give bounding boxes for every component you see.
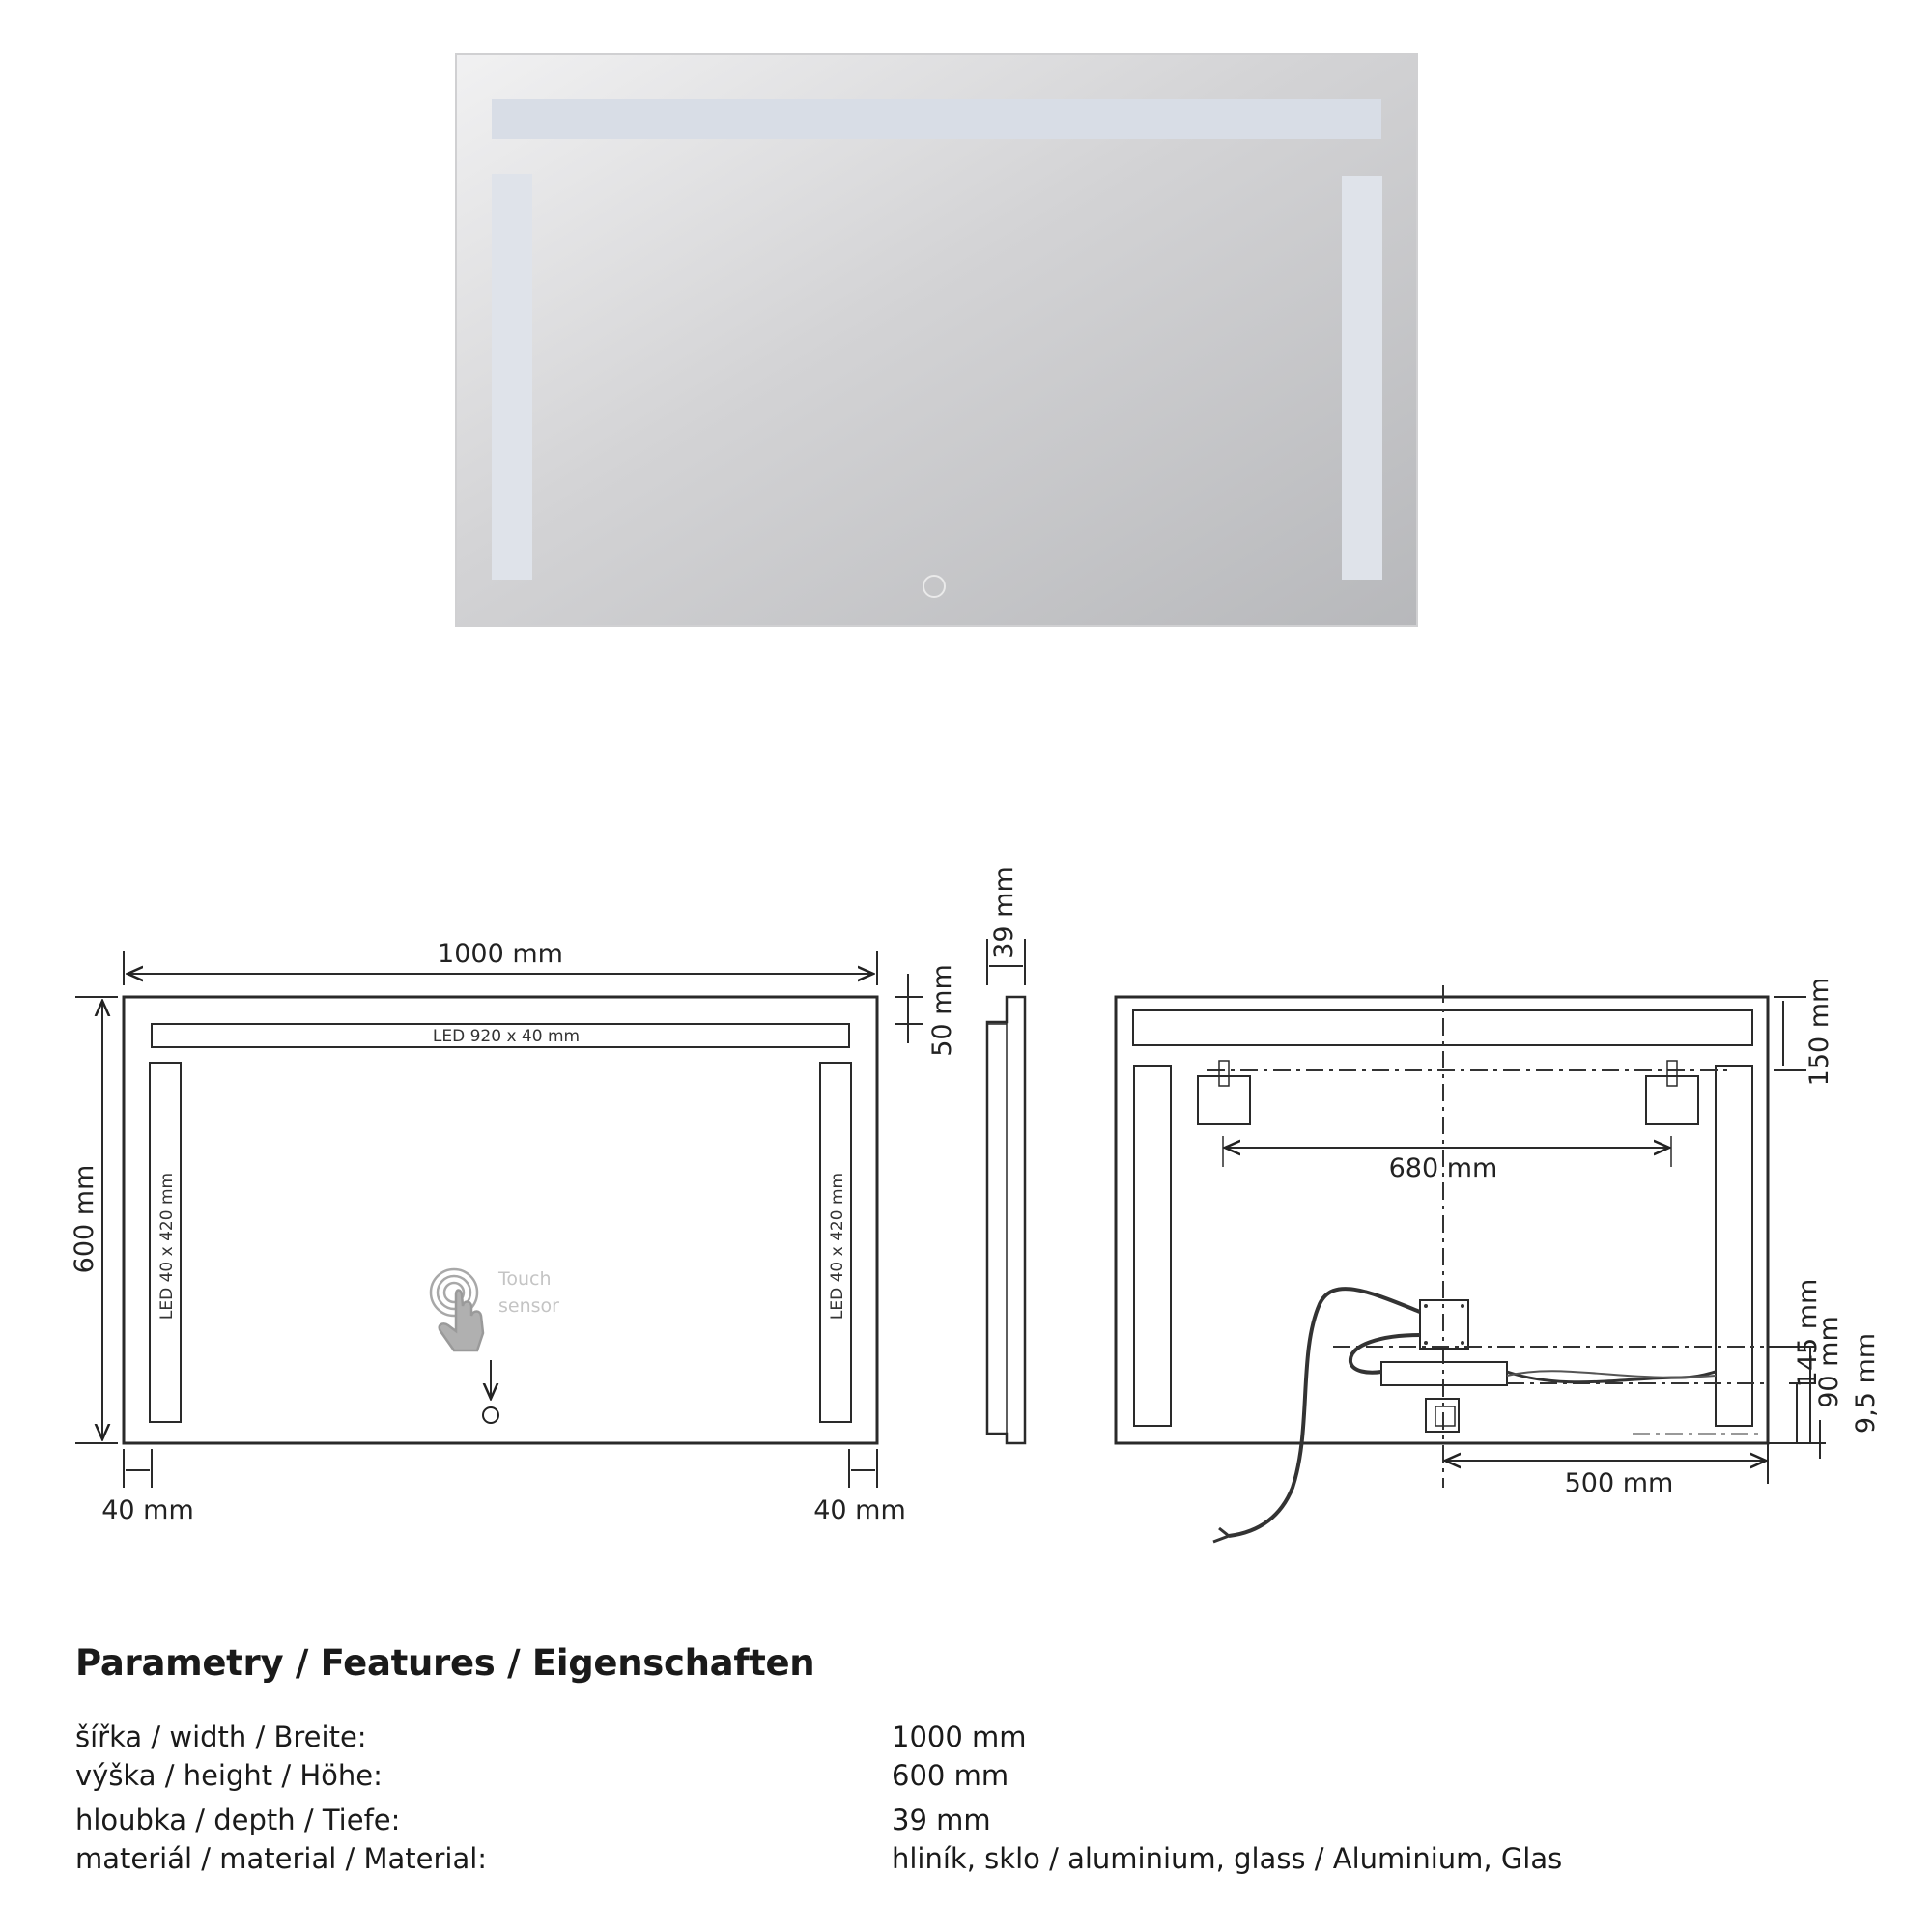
width-dimension-label: 1000 mm [438, 939, 563, 969]
top-offset-label: 50 mm [927, 964, 957, 1057]
dim-90-label: 90 mm [1814, 1316, 1844, 1408]
hanging-hook-left [1198, 1076, 1250, 1124]
feature-label: výška / height / Höhe: [75, 1759, 383, 1792]
power-cable [1229, 1289, 1420, 1536]
hook-spacing-label: 680 mm [1388, 1153, 1498, 1183]
feature-value: hliník, sklo / aluminium, glass / Aluminium, Glas [892, 1842, 1563, 1875]
feature-label: hloubka / depth / Tiefe: [75, 1804, 401, 1836]
back-right-bar [1716, 1066, 1752, 1426]
dim-9-5-label: 9,5 mm [1851, 1332, 1881, 1435]
feature-label: šířka / width / Breite: [75, 1720, 367, 1753]
feature-value: 39 mm [892, 1804, 991, 1836]
back-view [1116, 978, 1881, 1542]
back-top-label: 150 mm [1804, 977, 1834, 1087]
dim-145-label: 145 mm [1793, 1278, 1823, 1388]
sensor-button-icon [483, 1407, 498, 1423]
feature-row-width [75, 1720, 1891, 1759]
feature-label: materiál / material / Material: [75, 1842, 488, 1875]
feature-row-material [75, 1842, 1891, 1881]
front-frame [124, 997, 877, 1443]
led-top-label: LED 920 x 40 mm [432, 1027, 581, 1046]
led-right-label: LED 40 x 420 mm [828, 1172, 847, 1321]
feature-value: 600 mm [892, 1759, 1009, 1792]
features-title: Parametry / Features / Eigenschaften [75, 1642, 815, 1684]
touch-hand-icon [431, 1269, 483, 1350]
dim-500-label: 500 mm [1564, 1468, 1674, 1498]
touch-sensor-label-line2: sensor [498, 1295, 559, 1317]
depth-label: 39 mm [989, 867, 1019, 959]
side-view [987, 867, 1025, 1443]
feature-value: 1000 mm [892, 1720, 1027, 1753]
height-dimension-label: 600 mm [70, 1164, 99, 1274]
back-left-bar [1134, 1066, 1171, 1426]
features-section [75, 1642, 1891, 1881]
front-view [70, 939, 957, 1525]
margin-right-label: 40 mm [813, 1495, 906, 1525]
feature-row-depth [75, 1804, 1891, 1842]
margin-left-label: 40 mm [101, 1495, 194, 1525]
led-left-label: LED 40 x 420 mm [157, 1172, 177, 1321]
hanging-hook-right [1646, 1076, 1698, 1124]
touch-sensor-label-line1: Touch [498, 1268, 552, 1290]
feature-row-height [75, 1759, 1891, 1798]
